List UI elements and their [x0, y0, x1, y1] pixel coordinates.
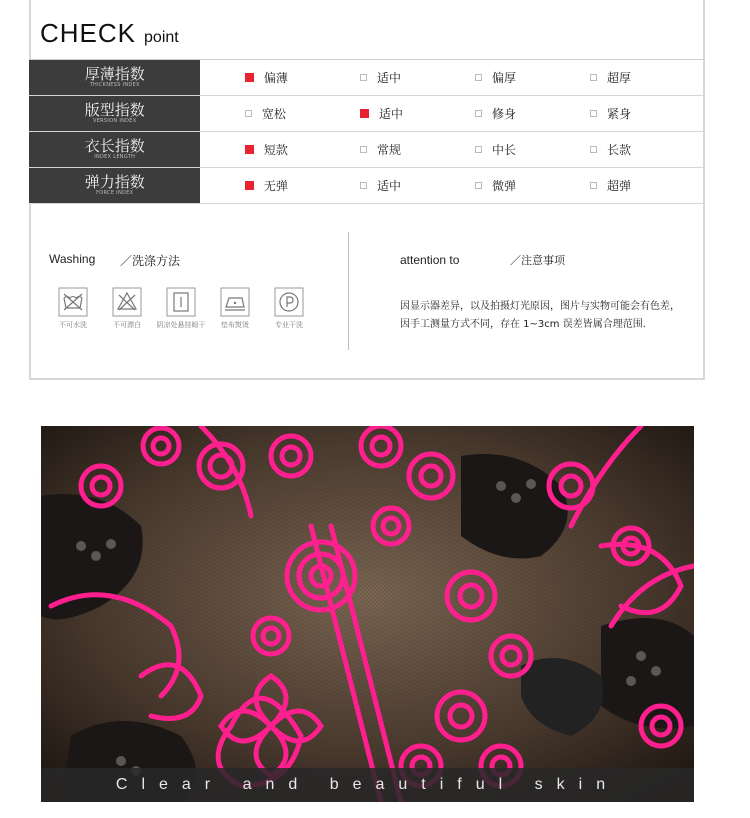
spec-option-label: 无弹	[263, 179, 288, 193]
spec-label-cn: 厚薄指数	[84, 65, 145, 83]
title-point: point	[144, 29, 179, 46]
empty-box-icon	[590, 110, 597, 117]
attention-line-2: 因手工测量方式不同，存在 1~3cm 误差皆属合理范围.	[400, 319, 646, 330]
spec-spacer	[200, 96, 244, 132]
spec-option-label: 超厚	[607, 71, 632, 85]
spec-option	[590, 60, 705, 96]
attention-line-1: 因显示器差异，以及拍摄灯光原因，图片与实物可能会有色差，	[400, 301, 680, 312]
care-item	[154, 287, 208, 330]
selected-box-icon	[245, 73, 254, 82]
empty-box-icon	[590, 146, 597, 153]
spec-option	[475, 60, 590, 96]
spec-option	[590, 168, 705, 204]
spec-row	[29, 60, 705, 96]
selected-box-icon	[245, 145, 254, 154]
empty-box-icon	[245, 110, 252, 117]
care-caption: 垫布熨烫	[221, 321, 249, 329]
cloth-iron-icon	[220, 287, 250, 317]
spec-option	[245, 60, 360, 96]
spec-option	[360, 132, 475, 168]
spec-option-label: 适中	[376, 71, 401, 85]
empty-box-icon	[360, 182, 367, 189]
spec-spacer	[200, 60, 244, 96]
care-item	[46, 287, 100, 330]
spec-option	[475, 168, 590, 204]
care-caption: 不可水洗	[59, 321, 87, 329]
page-title	[40, 18, 179, 49]
spec-option-label: 适中	[376, 179, 401, 193]
spec-row-label	[29, 96, 200, 132]
spec-label-cn: 弹力指数	[84, 173, 145, 191]
washing-subtitle: ／洗涤方法	[120, 254, 181, 268]
attention-title: attention to	[400, 253, 460, 267]
spec-label-cn: 衣长指数	[84, 137, 145, 155]
spec-spacer	[200, 132, 244, 168]
empty-box-icon	[475, 182, 482, 189]
care-caption: 不可漂白	[113, 321, 141, 329]
empty-box-icon	[360, 74, 367, 81]
washing-icons	[46, 287, 316, 330]
fabric-photo	[41, 426, 694, 802]
embroidery-image	[41, 426, 694, 802]
care-item	[262, 287, 316, 330]
spec-label-en: FORCE INDEX	[96, 190, 134, 196]
care-item	[100, 287, 154, 330]
no-bleach-icon	[112, 287, 142, 317]
spec-option	[360, 60, 475, 96]
spec-row	[29, 132, 705, 168]
spec-row-label	[29, 132, 200, 168]
spec-option-label: 修身	[492, 107, 517, 121]
spec-option-label: 中长	[492, 143, 517, 157]
spec-option	[590, 96, 705, 132]
spec-option-label: 偏厚	[492, 71, 517, 85]
empty-box-icon	[475, 146, 482, 153]
empty-box-icon	[475, 74, 482, 81]
no-wash-icon	[58, 287, 88, 317]
spec-option-label: 常规	[376, 143, 401, 157]
empty-box-icon	[590, 74, 597, 81]
spec-row	[29, 168, 705, 204]
care-item	[208, 287, 262, 330]
spec-table	[29, 60, 705, 204]
spec-option-label: 超弹	[607, 179, 632, 193]
hang-dry-icon	[166, 287, 196, 317]
selected-box-icon	[245, 181, 254, 190]
spec-option	[360, 168, 475, 204]
photo-caption: Clear and beautiful skin	[115, 776, 620, 793]
spec-option	[590, 132, 705, 168]
spec-label-cn: 版型指数	[84, 101, 145, 119]
spec-row	[29, 96, 705, 132]
spec-option	[245, 132, 360, 168]
care-caption: 阴凉处悬挂晾干	[156, 321, 206, 329]
dry-clean-icon	[274, 287, 304, 317]
spec-option-label: 长款	[607, 143, 632, 157]
spec-option	[245, 168, 360, 204]
selected-box-icon	[360, 109, 369, 118]
spec-label-en: THICKNESS INDEX	[89, 82, 140, 88]
spec-option-label: 宽松	[261, 107, 286, 121]
spec-option	[245, 96, 360, 132]
care-caption: 专业干洗	[275, 321, 303, 329]
washing-title: Washing	[49, 252, 96, 266]
spec-option-label: 紧身	[607, 107, 632, 121]
title-check: CHECK	[40, 18, 137, 48]
spec-row-label	[29, 168, 200, 204]
attention-text	[400, 298, 700, 334]
empty-box-icon	[360, 146, 367, 153]
empty-box-icon	[590, 182, 597, 189]
section-divider	[348, 232, 349, 350]
spec-label-en: VERSION INDEX	[92, 118, 137, 124]
spec-row-label	[29, 60, 200, 96]
empty-box-icon	[475, 110, 482, 117]
spec-spacer	[200, 168, 244, 204]
spec-option	[360, 96, 475, 132]
spec-option	[475, 132, 590, 168]
spec-option-label: 短款	[263, 143, 288, 157]
spec-option-label: 适中	[378, 107, 403, 121]
attention-subtitle: ／注意事项	[510, 254, 565, 267]
spec-option	[475, 96, 590, 132]
spec-option-label: 偏薄	[263, 71, 288, 85]
spec-label-en: INDEX LENGTH	[94, 154, 136, 160]
spec-option-label: 微弹	[492, 179, 517, 193]
